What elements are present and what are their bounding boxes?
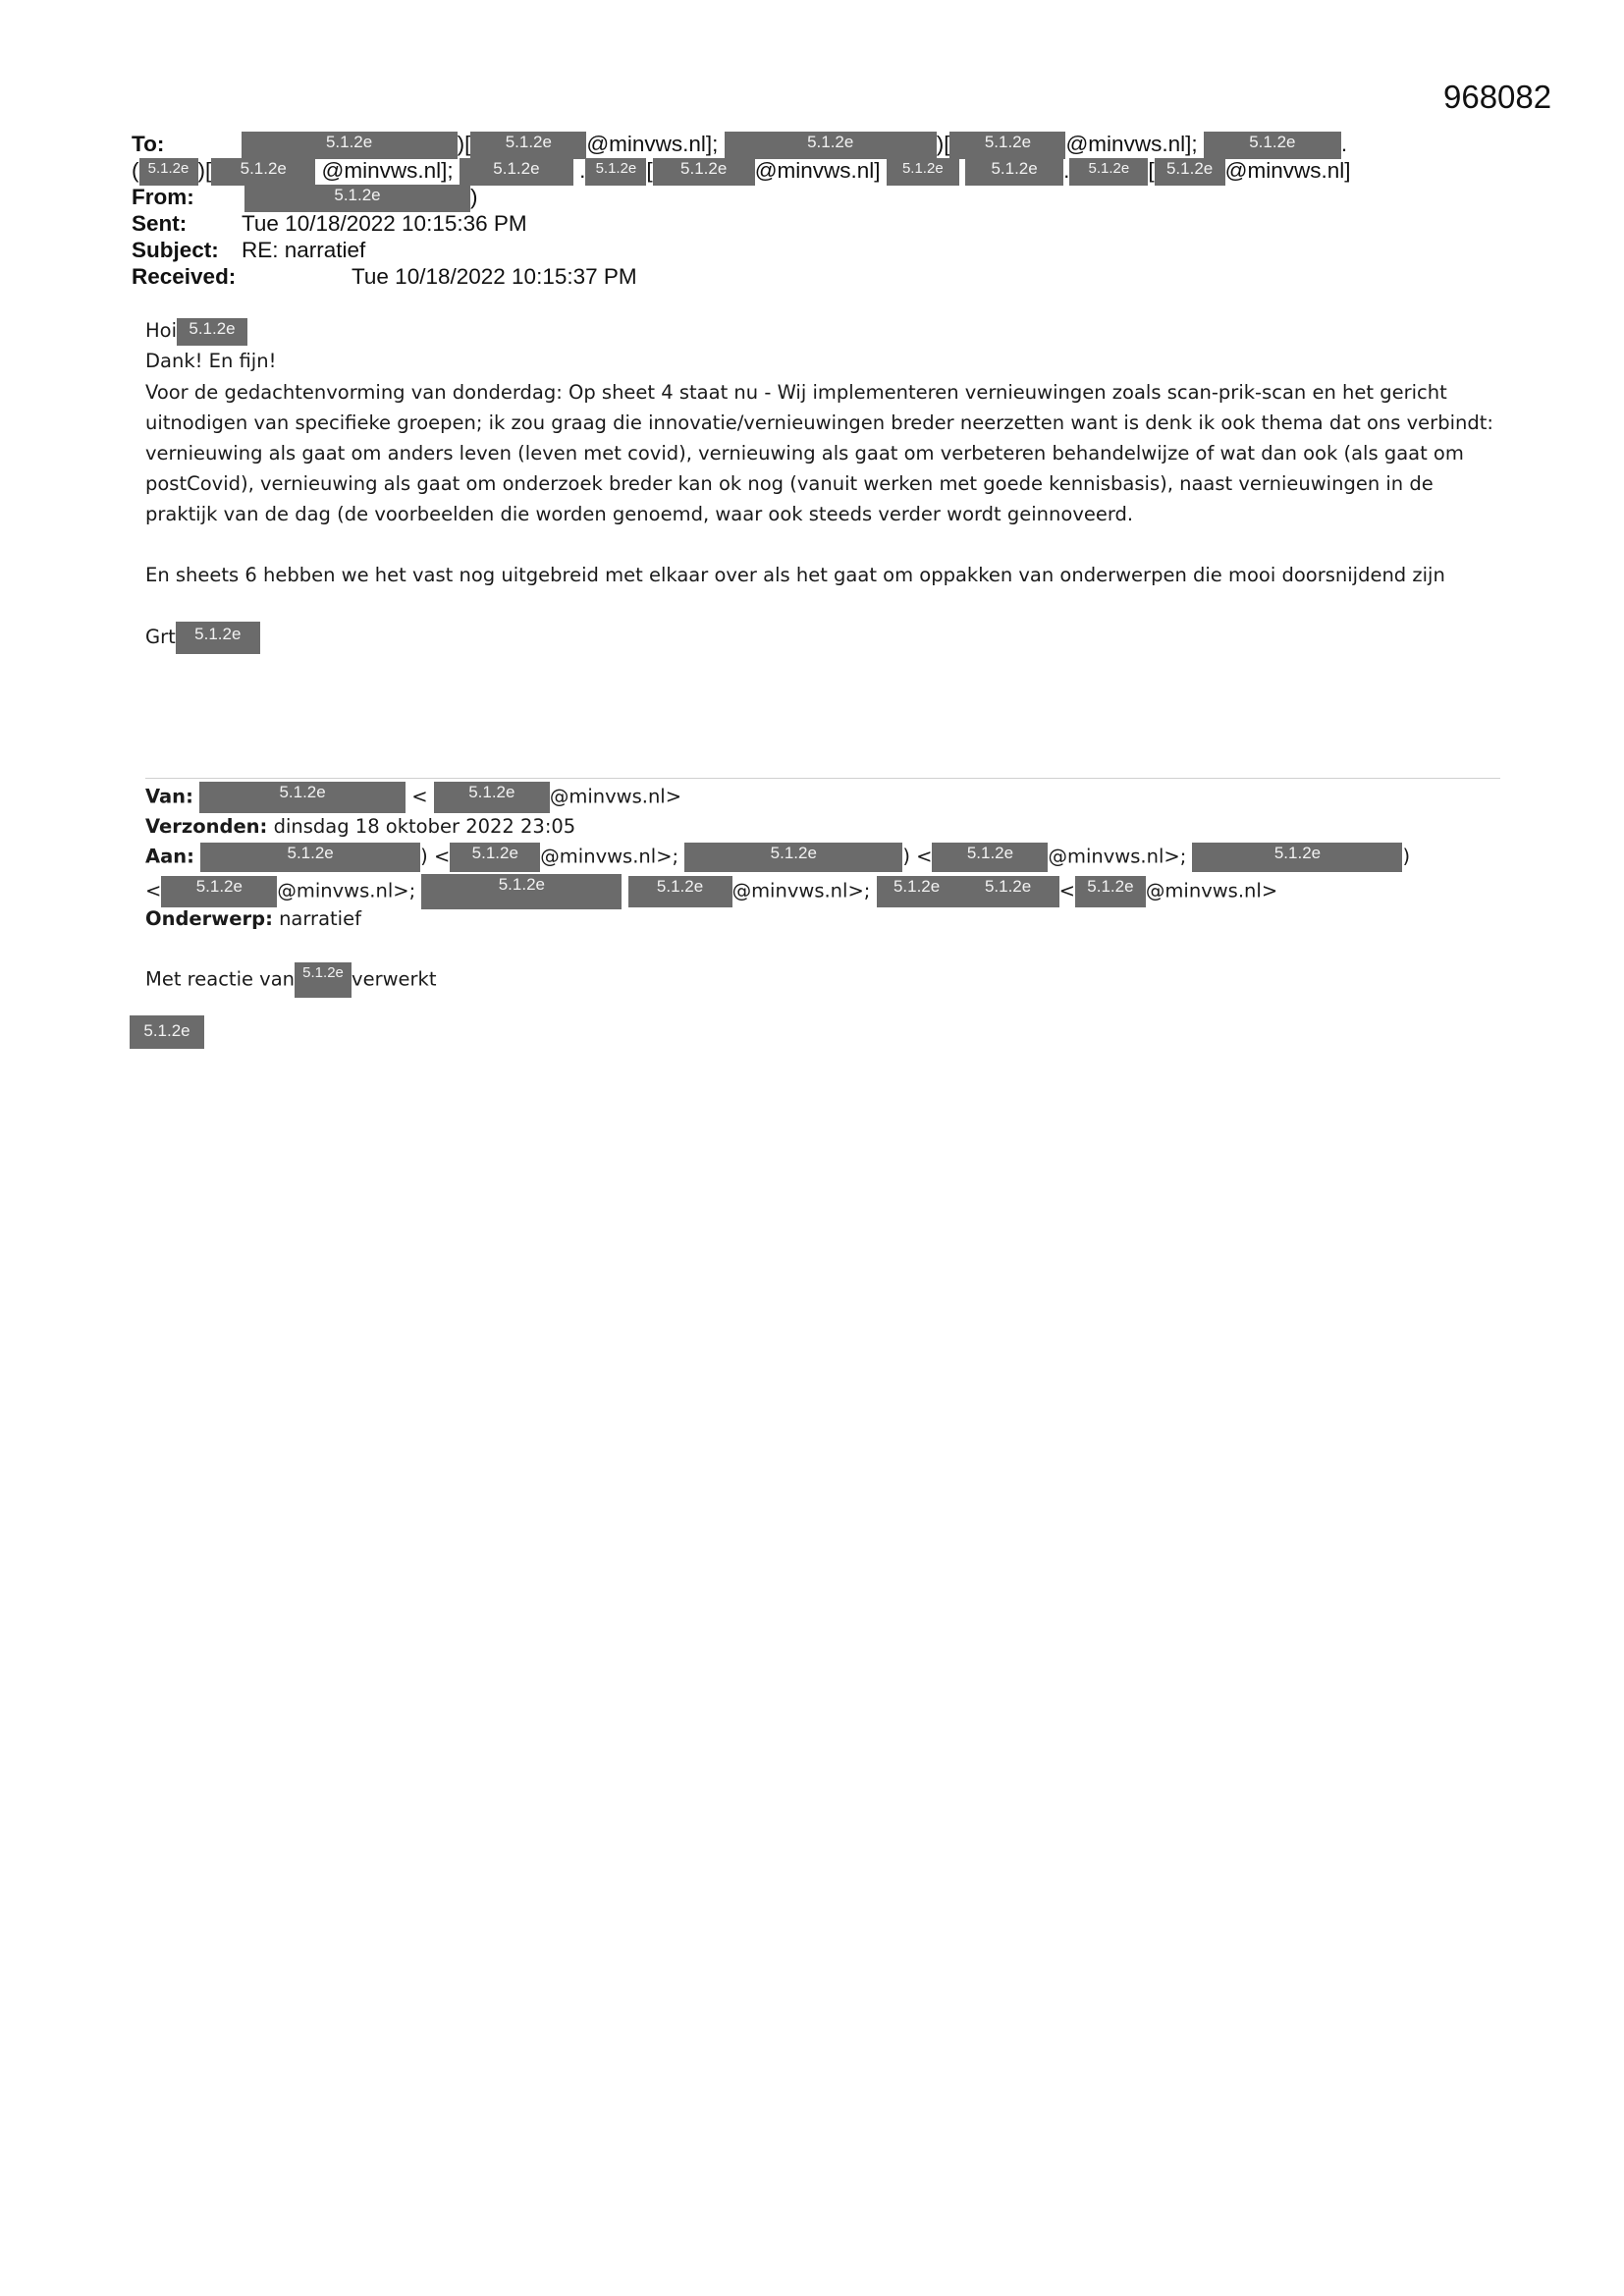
- sent-value: Tue 10/18/2022 10:15:36 PM: [242, 211, 527, 236]
- punct: <: [1058, 879, 1075, 902]
- redaction: 5.1.2e: [177, 318, 247, 346]
- punct: ) <: [420, 845, 451, 868]
- punct: ): [470, 185, 478, 209]
- email-domain: @minvws.nl];: [321, 158, 454, 183]
- redaction: 5.1.2e: [684, 843, 902, 872]
- received-value: Tue 10/18/2022 10:15:37 PM: [352, 264, 637, 289]
- redaction: 5.1.2e: [470, 132, 586, 159]
- fwd-verzonden: [145, 815, 575, 838]
- header-to-line-2: [132, 157, 1350, 186]
- redaction: 5.1.2e: [1155, 158, 1225, 186]
- from-label: From:: [132, 185, 194, 209]
- redaction: 5.1.2e: [176, 622, 260, 654]
- header-sent: [132, 210, 527, 237]
- email-domain: @minvws.nl>: [549, 785, 682, 808]
- aan-label: Aan:: [145, 845, 194, 868]
- fwd-aan-line-1: [145, 843, 1410, 872]
- header-from: [132, 184, 478, 212]
- van-label: Van:: [145, 785, 193, 808]
- subject-value: RE: narratief: [242, 238, 366, 262]
- punct: .: [1340, 132, 1348, 156]
- redaction: 5.1.2e: [949, 132, 1065, 159]
- redaction: 5.1.2e: [1069, 158, 1148, 186]
- punct: )[: [197, 158, 212, 183]
- greeting-line: [145, 315, 247, 346]
- punct: [: [1148, 158, 1155, 183]
- email-domain: @minvws.nl>;: [1048, 845, 1187, 868]
- message-paragraph: Voor de gedachtenvorming van donderdag: Op sheet 4 staat nu - Wij implementeren vernieuwingen zoals scan-prik-scan en het gericht uitnodigen van specifieke groepen; ik zou graag die innovatie/vernieuwingen breder neerzetten want is denk ik ook thema dat ons verbindt: vernieuwing als gaat om anders leven (leven met covid), vernieuwing als gaat om verbeteren behandelwijze of wat dan ook (als gaat om postCovid), vernieuwing als gaat om onderzoek breder kan ok nog (vanuit werken met goede kennisbasis), naast vernieuwingen in de praktijk van de dag (de voorbeelden die worden genoemd, waar ook steeds verder wordt geinnoveerd.: [145, 381, 1493, 525]
- redaction: 5.1.2e: [1075, 876, 1146, 907]
- email-domain: @minvws.nl>;: [277, 879, 416, 902]
- signoff: Grt: [145, 626, 176, 648]
- verzonden-value: dinsdag 18 oktober 2022 23:05: [273, 815, 576, 838]
- redaction: 5.1.2e: [244, 185, 470, 212]
- punct: (: [132, 158, 139, 183]
- redaction: 5.1.2e: [1204, 132, 1341, 159]
- subject-label: Subject:: [132, 238, 219, 262]
- fwd-aan-line-2: [145, 874, 1277, 909]
- greeting: Hoi: [145, 319, 178, 342]
- redaction: 5.1.2e: [887, 158, 959, 186]
- redaction: 5.1.2e: [585, 158, 646, 186]
- email-domain: @minvws.nl]: [1224, 158, 1351, 183]
- redaction-signature: 5.1.2e: [130, 1015, 204, 1049]
- onderwerp-label: Onderwerp:: [145, 907, 273, 930]
- punct: )[: [457, 132, 471, 156]
- redaction: 5.1.2e: [242, 132, 458, 159]
- onderwerp-value: narratief: [279, 907, 361, 930]
- redaction: 5.1.2e: [200, 843, 420, 872]
- redaction: 5.1.2e: [725, 132, 937, 159]
- punct: .: [572, 158, 586, 183]
- redaction: 5.1.2e: [628, 876, 732, 907]
- fwd-body-after: verwerkt: [352, 967, 437, 991]
- punct: .: [1063, 158, 1070, 183]
- to-label: To:: [132, 132, 165, 156]
- message-paragraph-2: En sheets 6 hebben we het vast nog uitgebreid met elkaar over als het gaat om oppakken van onderwerpen die mooi doorsnijdend zijn: [145, 564, 1445, 586]
- received-label: Received:: [132, 264, 237, 289]
- document-id: 968082: [1443, 79, 1552, 115]
- redaction: 5.1.2e: [295, 962, 352, 998]
- fwd-body-before: Met reactie van: [145, 967, 296, 991]
- redaction: 5.1.2e: [139, 158, 198, 186]
- message-divider: [145, 778, 1500, 779]
- email-domain: @minvws.nl]: [754, 158, 881, 183]
- redaction: 5.1.2e: [450, 843, 540, 872]
- header-received: [132, 263, 637, 290]
- email-domain: @minvws.nl>: [1145, 879, 1278, 902]
- punct: )[: [936, 132, 950, 156]
- email-domain: @minvws.nl>;: [540, 845, 679, 868]
- signoff-line: [145, 622, 260, 654]
- sent-label: Sent:: [132, 211, 188, 236]
- punct: [: [646, 158, 653, 183]
- fwd-van: [145, 782, 681, 813]
- fwd-body: [145, 962, 437, 998]
- redaction: 5.1.2e: [877, 876, 957, 907]
- redaction: 5.1.2e: [199, 782, 406, 813]
- redaction: 5.1.2e: [434, 782, 550, 813]
- redaction: 5.1.2e: [932, 843, 1048, 872]
- fwd-onderwerp: [145, 907, 361, 930]
- punct: ): [1402, 845, 1411, 868]
- redaction: 5.1.2e: [957, 876, 1059, 907]
- redaction: 5.1.2e: [161, 876, 277, 907]
- header-subject: [132, 237, 365, 263]
- thanks-line: Dank! En fijn!: [145, 350, 277, 372]
- redaction: 5.1.2e: [653, 158, 755, 186]
- email-domain: @minvws.nl>;: [731, 879, 871, 902]
- redaction: 5.1.2e: [421, 874, 622, 909]
- redaction: 5.1.2e: [1192, 843, 1402, 872]
- email-domain: @minvws.nl];: [1065, 132, 1198, 156]
- redaction: 5.1.2e: [211, 158, 315, 186]
- redaction: 5.1.2e: [965, 158, 1063, 186]
- header-to-line-1: [132, 131, 1347, 159]
- punct: <: [145, 879, 162, 902]
- punct: ) <: [902, 845, 933, 868]
- redaction: 5.1.2e: [460, 158, 573, 186]
- email-domain: @minvws.nl];: [586, 132, 719, 156]
- punct: <: [406, 785, 434, 808]
- verzonden-label: Verzonden:: [145, 815, 268, 838]
